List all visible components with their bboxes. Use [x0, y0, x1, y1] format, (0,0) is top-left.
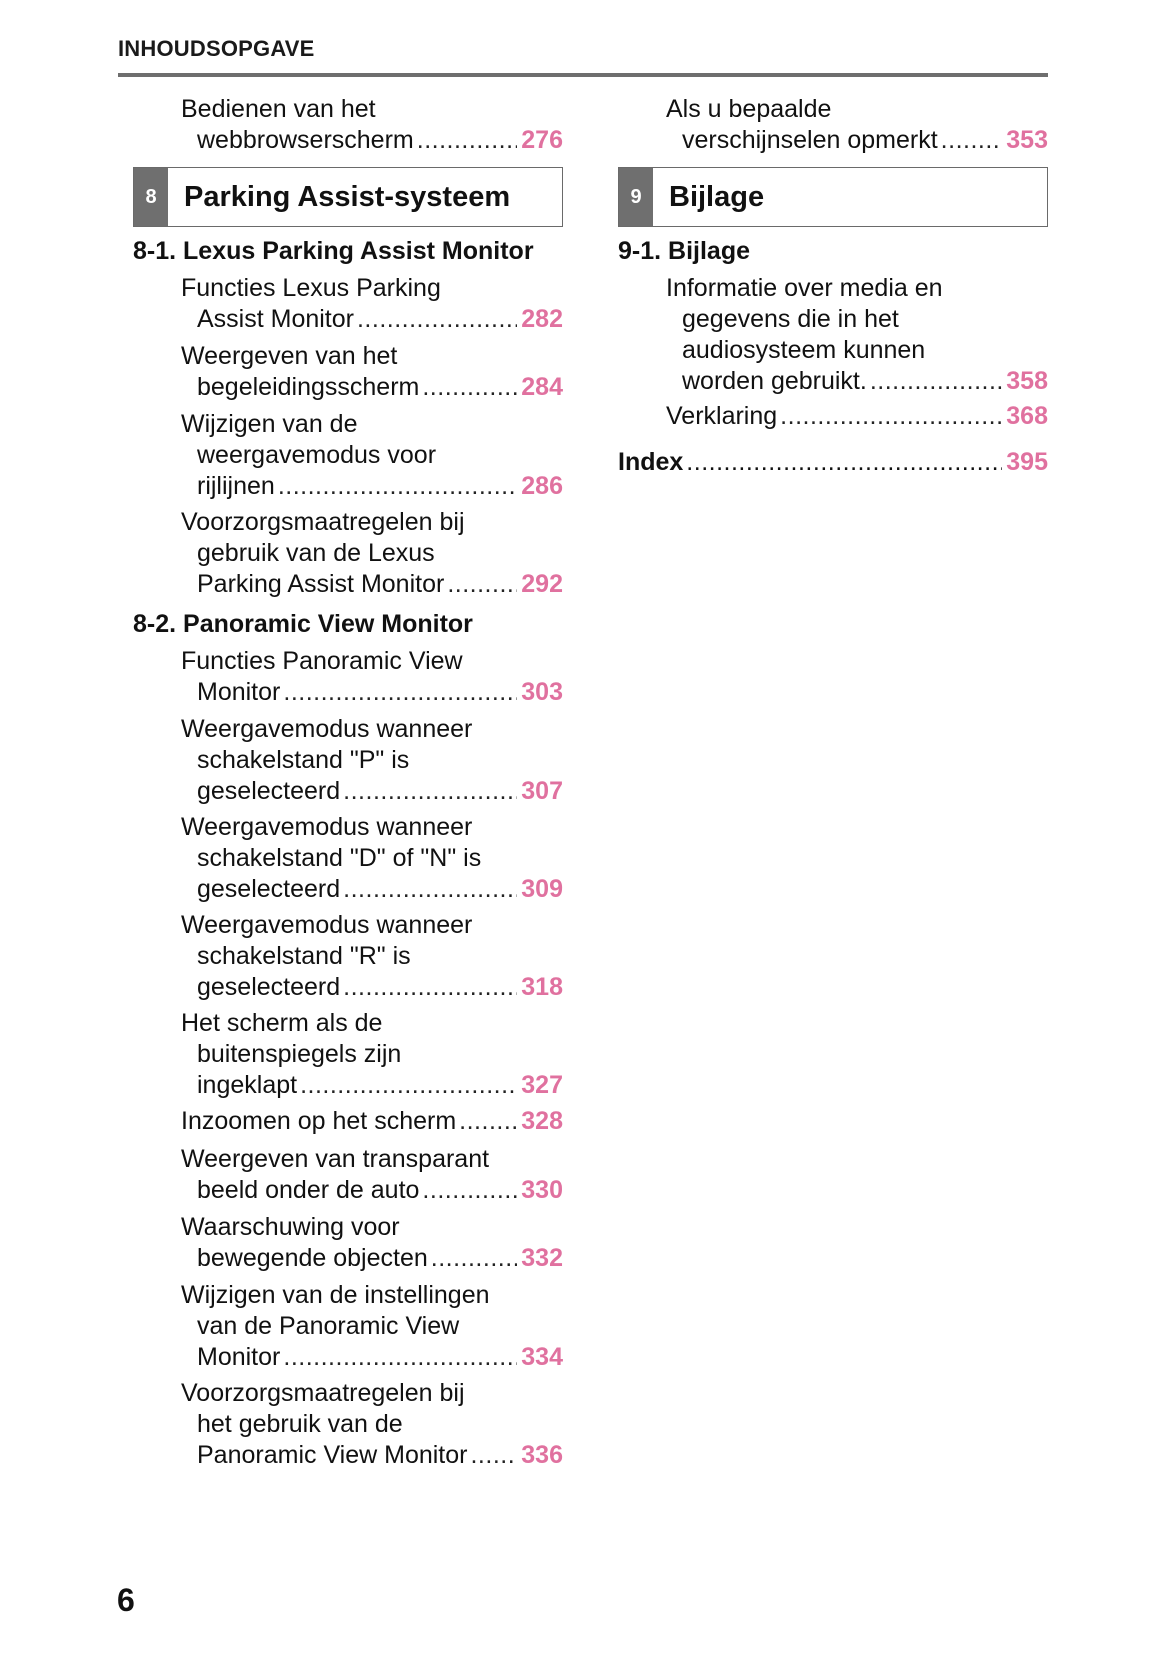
entry-line: buitenspiegels zijn	[197, 1040, 402, 1068]
entry-line: Inzoomen op het scherm	[181, 1107, 457, 1135]
entry-line: geselecteerd	[197, 973, 341, 1001]
toc-entry[interactable]	[181, 507, 563, 600]
page-ref[interactable]: 303	[521, 678, 563, 706]
subsection-title: 9-1. Bijlage	[618, 237, 750, 265]
toc-entry[interactable]	[181, 1280, 563, 1373]
entry-line: Functies Panoramic View	[181, 647, 463, 675]
toc-entry[interactable]	[181, 812, 563, 905]
entry-line: geselecteerd	[197, 875, 341, 903]
page-ref[interactable]: 276	[521, 126, 563, 154]
entry-line: Weergeven van transparant	[181, 1145, 490, 1173]
page-ref[interactable]: 336	[521, 1441, 563, 1469]
page-ref[interactable]: 368	[1006, 402, 1048, 430]
entry-line: schakelstand "P" is	[197, 746, 410, 774]
entry-line: Assist Monitor	[197, 305, 354, 333]
section-title: Bijlage	[669, 180, 765, 213]
entry-line: Weergavemodus wanneer	[181, 715, 473, 743]
entry-line: Functies Lexus Parking	[181, 274, 441, 302]
entry-line: schakelstand "D" of "N" is	[197, 844, 482, 872]
entry-line: Parking Assist Monitor	[197, 570, 445, 598]
section-title: Parking Assist-systeem	[184, 180, 511, 213]
page-ref[interactable]: 330	[521, 1176, 563, 1204]
section-header-9	[618, 167, 1048, 227]
page-ref[interactable]: 307	[521, 777, 563, 805]
entry-line: Wijzigen van de instellingen	[181, 1281, 490, 1309]
page-ref[interactable]: 318	[521, 973, 563, 1001]
subsection-title: 8-2. Panoramic View Monitor	[133, 610, 473, 638]
entry-line: worden gebruikt.	[682, 367, 867, 395]
entry-line: Waarschuwing voor	[181, 1213, 400, 1241]
entry-line: webbrowserscherm	[197, 126, 414, 154]
toc-entry[interactable]	[181, 1212, 563, 1274]
page-ref[interactable]: 334	[521, 1343, 563, 1371]
page-ref[interactable]: 353	[1006, 126, 1048, 154]
index-label: Index	[618, 448, 684, 476]
toc-index-entry[interactable]	[618, 447, 1048, 478]
entry-line: verschijnselen opmerkt	[682, 126, 938, 154]
toc-entry[interactable]	[181, 1008, 563, 1101]
toc-entry[interactable]	[181, 1144, 563, 1206]
page-ref[interactable]: 358	[1006, 367, 1048, 395]
toc-entry[interactable]	[181, 1106, 563, 1137]
toc-entry[interactable]	[181, 714, 563, 807]
toc-entry[interactable]	[181, 1378, 563, 1471]
entry-line: gegevens die in het	[682, 305, 899, 333]
subsection-title: 8-1. Lexus Parking Assist Monitor	[133, 237, 534, 265]
toc-entry[interactable]	[181, 273, 563, 335]
page-ref[interactable]: 332	[521, 1244, 563, 1272]
page-ref[interactable]: 328	[521, 1107, 563, 1135]
entry-line: Weergeven van het	[181, 342, 398, 370]
entry-line: gebruik van de Lexus	[197, 539, 435, 567]
entry-line: geselecteerd	[197, 777, 341, 805]
entry-line: Monitor	[197, 678, 281, 706]
entry-line: Monitor	[197, 1343, 281, 1371]
entry-line: Wijzigen van de	[181, 410, 358, 438]
entry-line: Weergavemodus wanneer	[181, 813, 473, 841]
toc-entry[interactable]	[181, 409, 563, 502]
entry-line: Panoramic View Monitor	[197, 1441, 468, 1469]
page-ref[interactable]: 284	[521, 373, 563, 401]
toc-entry[interactable]	[181, 646, 563, 708]
toc-entry[interactable]	[181, 94, 563, 156]
toc-entry[interactable]	[181, 341, 563, 403]
entry-line: bewegende objecten	[197, 1244, 428, 1272]
section-number: 8	[134, 168, 168, 226]
page-header-title: INHOUDSOPGAVE	[118, 36, 315, 61]
page-ref[interactable]: 309	[521, 875, 563, 903]
entry-line: Verklaring	[666, 402, 778, 430]
entry-line: rijlijnen	[197, 472, 275, 500]
section-number: 9	[619, 168, 653, 226]
entry-line: Als u bepaalde	[666, 95, 832, 123]
entry-line: schakelstand "R" is	[197, 942, 411, 970]
toc-entry[interactable]	[666, 273, 1048, 397]
toc-entry[interactable]	[181, 910, 563, 1003]
entry-line: ingeklapt	[197, 1071, 298, 1099]
header-divider	[118, 73, 1048, 77]
toc-entry[interactable]	[666, 401, 1048, 432]
entry-line: Informatie over media en	[666, 274, 943, 302]
entry-line: Het scherm als de	[181, 1009, 383, 1037]
entry-line: van de Panoramic View	[197, 1312, 460, 1340]
entry-line: begeleidingsscherm	[197, 373, 420, 401]
page-ref[interactable]: 395	[1006, 448, 1048, 476]
entry-line: weergavemodus voor	[197, 441, 437, 469]
entry-line: Voorzorgsmaatregelen bij	[181, 1379, 465, 1407]
entry-line: Voorzorgsmaatregelen bij	[181, 508, 465, 536]
entry-line: audiosysteem kunnen	[682, 336, 926, 364]
entry-line: Bedienen van het	[181, 95, 376, 123]
page-ref[interactable]: 292	[521, 570, 563, 598]
page-ref[interactable]: 286	[521, 472, 563, 500]
page-number: 6	[117, 1582, 135, 1618]
page-ref[interactable]: 282	[521, 305, 563, 333]
entry-line: beeld onder de auto	[197, 1176, 420, 1204]
section-header-8	[133, 167, 563, 227]
toc-entry[interactable]	[666, 94, 1048, 156]
page-ref[interactable]: 327	[521, 1071, 563, 1099]
entry-line: het gebruik van de	[197, 1410, 403, 1438]
entry-line: Weergavemodus wanneer	[181, 911, 473, 939]
